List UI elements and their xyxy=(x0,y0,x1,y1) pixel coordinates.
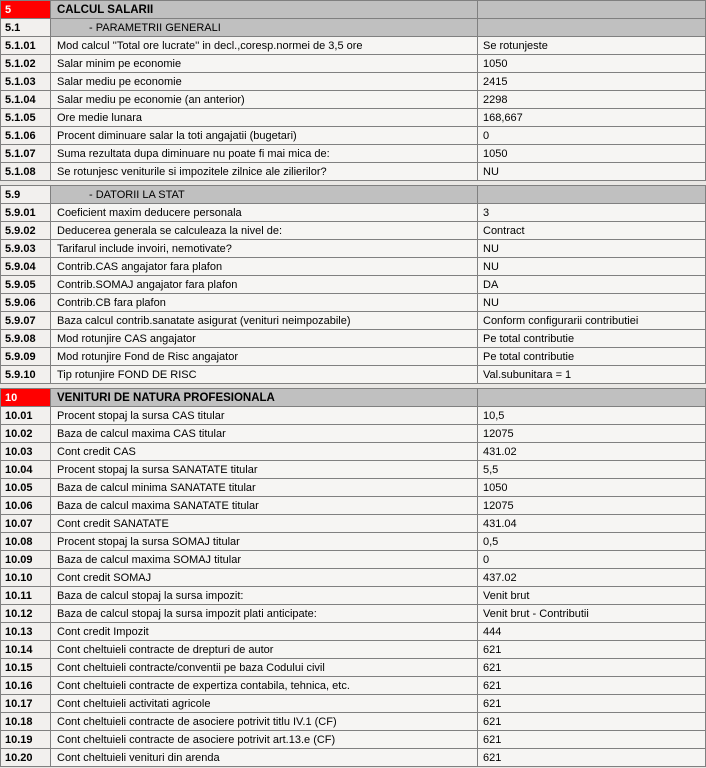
row-code: 5.1.06 xyxy=(0,126,50,145)
table-row[interactable] xyxy=(0,203,706,222)
row-description: Coeficient maxim deducere personala xyxy=(50,203,477,222)
row-value[interactable]: 1050 xyxy=(477,54,706,73)
row-value[interactable]: 621 xyxy=(477,676,706,695)
row-code: 5.9.06 xyxy=(0,293,50,312)
row-value[interactable]: Venit brut - Contributii xyxy=(477,604,706,623)
row-code: 10.16 xyxy=(0,676,50,695)
table-row[interactable] xyxy=(0,162,706,181)
row-value[interactable]: 2415 xyxy=(477,72,706,91)
row-value[interactable]: 12075 xyxy=(477,424,706,443)
row-value[interactable]: 437.02 xyxy=(477,568,706,587)
row-description: Cont cheltuieli activitati agricole xyxy=(50,694,477,713)
row-description: Cont credit CAS xyxy=(50,442,477,461)
row-description: Salar mediu pe economie (an anterior) xyxy=(50,90,477,109)
table-row[interactable] xyxy=(0,406,706,425)
table-row[interactable] xyxy=(0,108,706,127)
row-code: 5 xyxy=(0,0,50,19)
row-value[interactable]: 621 xyxy=(477,658,706,677)
row-code: 5.1 xyxy=(0,18,50,37)
table-row[interactable] xyxy=(0,36,706,55)
table-row[interactable] xyxy=(0,388,706,407)
row-code: 10.10 xyxy=(0,568,50,587)
row-value[interactable]: 444 xyxy=(477,622,706,641)
row-code: 5.9.07 xyxy=(0,311,50,330)
row-code: 5.9 xyxy=(0,185,50,204)
row-code: 5.1.04 xyxy=(0,90,50,109)
row-code: 10.15 xyxy=(0,658,50,677)
row-description: Procent stopaj la sursa SOMAJ titular xyxy=(50,532,477,551)
row-description: Procent stopaj la sursa CAS titular xyxy=(50,406,477,425)
table-row[interactable] xyxy=(0,311,706,330)
table-row[interactable] xyxy=(0,658,706,677)
row-code: 5.9.03 xyxy=(0,239,50,258)
row-code: 10.20 xyxy=(0,748,50,767)
row-description: Cont cheltuieli contracte de drepturi de autor xyxy=(50,640,477,659)
row-description: - PARAMETRII GENERALI xyxy=(50,18,477,37)
row-description: Baza de calcul maxima SANATATE titular xyxy=(50,496,477,515)
row-value[interactable]: 0,5 xyxy=(477,532,706,551)
row-description: Cont credit SANATATE xyxy=(50,514,477,533)
row-value[interactable]: DA xyxy=(477,275,706,294)
row-value[interactable]: NU xyxy=(477,162,706,181)
row-description: Contrib.CB fara plafon xyxy=(50,293,477,312)
table-row[interactable] xyxy=(0,54,706,73)
row-description: Cont cheltuieli contracte de expertiza contabila, tehnica, etc. xyxy=(50,676,477,695)
row-value[interactable]: Val.subunitara = 1 xyxy=(477,365,706,384)
row-code: 10.12 xyxy=(0,604,50,623)
row-description: Baza calcul contrib.sanatate asigurat (venituri neimpozabile) xyxy=(50,311,477,330)
table-row[interactable] xyxy=(0,748,706,767)
row-description: Salar minim pe economie xyxy=(50,54,477,73)
table-row[interactable] xyxy=(0,622,706,641)
row-value[interactable]: 12075 xyxy=(477,496,706,515)
row-description: Baza de calcul stopaj la sursa impozit: xyxy=(50,586,477,605)
table-row[interactable] xyxy=(0,550,706,569)
row-code: 10.11 xyxy=(0,586,50,605)
row-description: Se rotunjesc veniturile si impozitele zilnice ale zilierilor? xyxy=(50,162,477,181)
table-row[interactable] xyxy=(0,257,706,276)
table-row[interactable] xyxy=(0,676,706,695)
row-description: Baza de calcul maxima SOMAJ titular xyxy=(50,550,477,569)
row-code: 5.1.01 xyxy=(0,36,50,55)
row-code: 10.03 xyxy=(0,442,50,461)
row-description: Baza de calcul maxima CAS titular xyxy=(50,424,477,443)
row-description: Contrib.CAS angajator fara plafon xyxy=(50,257,477,276)
row-description: Tip rotunjire FOND DE RISC xyxy=(50,365,477,384)
table-row[interactable] xyxy=(0,90,706,109)
row-description: Mod rotunjire CAS angajator xyxy=(50,329,477,348)
row-value[interactable]: 10,5 xyxy=(477,406,706,425)
row-code: 10.04 xyxy=(0,460,50,479)
row-code: 10.17 xyxy=(0,694,50,713)
row-value[interactable]: 621 xyxy=(477,640,706,659)
row-value[interactable]: Contract xyxy=(477,221,706,240)
row-value[interactable]: Se rotunjeste xyxy=(477,36,706,55)
row-value[interactable] xyxy=(477,0,706,19)
table-row[interactable] xyxy=(0,694,706,713)
row-code: 5.9.10 xyxy=(0,365,50,384)
row-description: CALCUL SALARII xyxy=(50,0,477,19)
row-code: 5.9.09 xyxy=(0,347,50,366)
row-description: Procent diminuare salar la toti angajatii (bugetari) xyxy=(50,126,477,145)
table-row[interactable] xyxy=(0,586,706,605)
row-value[interactable]: 621 xyxy=(477,748,706,767)
table-row[interactable] xyxy=(0,293,706,312)
row-description: - DATORII LA STAT xyxy=(50,185,477,204)
table-row[interactable] xyxy=(0,275,706,294)
row-value[interactable] xyxy=(477,18,706,37)
row-value[interactable]: 621 xyxy=(477,730,706,749)
row-value[interactable]: 0 xyxy=(477,126,706,145)
row-value[interactable]: 621 xyxy=(477,694,706,713)
table-row[interactable] xyxy=(0,442,706,461)
row-value[interactable]: NU xyxy=(477,257,706,276)
row-description: Baza de calcul stopaj la sursa impozit plati anticipate: xyxy=(50,604,477,623)
row-code: 5.1.05 xyxy=(0,108,50,127)
row-description: Cont credit SOMAJ xyxy=(50,568,477,587)
row-value[interactable]: 5,5 xyxy=(477,460,706,479)
row-value[interactable]: Pe total contributie xyxy=(477,347,706,366)
row-code: 10 xyxy=(0,388,50,407)
table-row[interactable] xyxy=(0,568,706,587)
table-row[interactable] xyxy=(0,514,706,533)
row-code: 10.13 xyxy=(0,622,50,641)
row-value[interactable]: 3 xyxy=(477,203,706,222)
row-value[interactable]: 168,667 xyxy=(477,108,706,127)
row-description: Cont credit Impozit xyxy=(50,622,477,641)
table-row[interactable] xyxy=(0,460,706,479)
row-code: 5.9.01 xyxy=(0,203,50,222)
row-code: 10.08 xyxy=(0,532,50,551)
row-code: 5.1.03 xyxy=(0,72,50,91)
row-description: VENITURI DE NATURA PROFESIONALA xyxy=(50,388,477,407)
table-row[interactable] xyxy=(0,18,706,37)
row-code: 10.18 xyxy=(0,712,50,731)
row-value[interactable] xyxy=(477,388,706,407)
table-row[interactable] xyxy=(0,329,706,348)
row-value[interactable]: 2298 xyxy=(477,90,706,109)
row-description: Cont cheltuieli contracte de asociere potrivit titlu IV.1 (CF) xyxy=(50,712,477,731)
row-code: 10.07 xyxy=(0,514,50,533)
row-value[interactable]: 0 xyxy=(477,550,706,569)
table-row[interactable] xyxy=(0,347,706,366)
row-description: Procent stopaj la sursa SANATATE titular xyxy=(50,460,477,479)
row-value[interactable]: Venit brut xyxy=(477,586,706,605)
row-value[interactable]: Pe total contributie xyxy=(477,329,706,348)
table-row[interactable] xyxy=(0,532,706,551)
row-description: Baza de calcul minima SANATATE titular xyxy=(50,478,477,497)
row-code: 5.1.02 xyxy=(0,54,50,73)
row-code: 5.9.04 xyxy=(0,257,50,276)
row-code: 5.9.05 xyxy=(0,275,50,294)
row-description: Salar mediu pe economie xyxy=(50,72,477,91)
row-value[interactable]: NU xyxy=(477,239,706,258)
table-row[interactable] xyxy=(0,144,706,163)
table-row[interactable] xyxy=(0,72,706,91)
row-code: 5.1.07 xyxy=(0,144,50,163)
row-code: 10.02 xyxy=(0,424,50,443)
row-value[interactable] xyxy=(477,185,706,204)
row-code: 10.09 xyxy=(0,550,50,569)
row-description: Mod calcul ''Total ore lucrate'' in decl.,coresp.normei de 3,5 ore xyxy=(50,36,477,55)
table-row[interactable] xyxy=(0,730,706,749)
row-code: 10.06 xyxy=(0,496,50,515)
row-description: Cont cheltuieli venituri din arenda xyxy=(50,748,477,767)
table-row[interactable] xyxy=(0,185,706,204)
table-row[interactable] xyxy=(0,365,706,384)
row-code: 10.19 xyxy=(0,730,50,749)
row-description: Cont cheltuieli contracte de asociere potrivit art.13.e (CF) xyxy=(50,730,477,749)
row-code: 5.1.08 xyxy=(0,162,50,181)
row-description: Tarifarul include invoiri, nemotivate? xyxy=(50,239,477,258)
table-row[interactable] xyxy=(0,239,706,258)
row-value[interactable]: 431.02 xyxy=(477,442,706,461)
row-value[interactable]: NU xyxy=(477,293,706,312)
row-value[interactable]: 1050 xyxy=(477,144,706,163)
table-row[interactable] xyxy=(0,640,706,659)
row-description: Suma rezultata dupa diminuare nu poate fi mai mica de: xyxy=(50,144,477,163)
table-row[interactable] xyxy=(0,478,706,497)
table-row[interactable] xyxy=(0,126,706,145)
table-row[interactable] xyxy=(0,0,706,19)
table-row[interactable] xyxy=(0,496,706,515)
row-code: 5.9.02 xyxy=(0,221,50,240)
table-row[interactable] xyxy=(0,221,706,240)
table-row[interactable] xyxy=(0,604,706,623)
row-code: 10.14 xyxy=(0,640,50,659)
row-description: Mod rotunjire Fond de Risc angajator xyxy=(50,347,477,366)
row-code: 10.01 xyxy=(0,406,50,425)
table-row[interactable] xyxy=(0,424,706,443)
row-value[interactable]: Conform configurarii contributiei xyxy=(477,311,706,330)
row-description: Deducerea generala se calculeaza la nivel de: xyxy=(50,221,477,240)
row-description: Contrib.SOMAJ angajator fara plafon xyxy=(50,275,477,294)
row-value[interactable]: 1050 xyxy=(477,478,706,497)
table-row[interactable] xyxy=(0,712,706,731)
row-description: Ore medie lunara xyxy=(50,108,477,127)
row-value[interactable]: 431.04 xyxy=(477,514,706,533)
row-description: Cont cheltuieli contracte/conventii pe baza Codului civil xyxy=(50,658,477,677)
row-code: 5.9.08 xyxy=(0,329,50,348)
row-value[interactable]: 621 xyxy=(477,712,706,731)
row-code: 10.05 xyxy=(0,478,50,497)
